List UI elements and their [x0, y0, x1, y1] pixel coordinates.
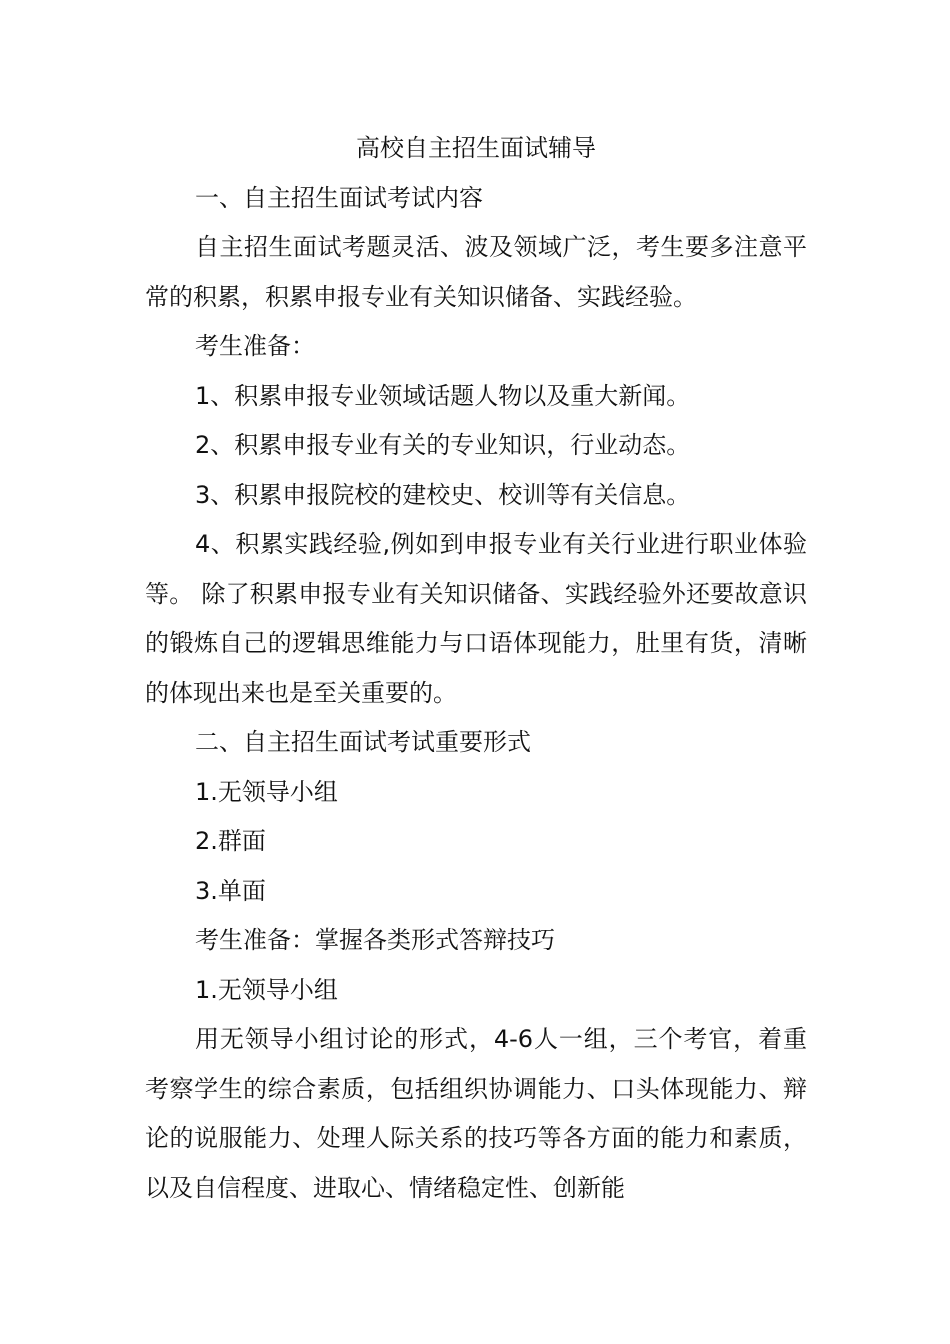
prep-label: 考生准备： — [195, 332, 315, 360]
list-item-4: 4、积累实践经验,例如到申报专业有关行业进行职业体验等。 除了积累申报专业有关知识储备、实践经验外还要故意识的锻炼自己的逻辑思维能力与口语体现能力，肚里有货，清晰的体现出来也是至关重要的。 — [145, 530, 807, 707]
paragraph-group-discussion: 用无领导小组讨论的形式，4-6人一组，三个考官，着重考察学生的综合素质，包括组织协调能力、口头体现能力、辩论的说服能力、处理人际关系的技巧等各方面的能力和素质，以及自信程度、进取心、情绪稳定性、创新能 — [145, 1025, 807, 1202]
list-item-3: 3、积累申报院校的建校史、校训等有关信息。 — [195, 480, 691, 509]
form-item-1: 1.无领导小组 — [195, 777, 338, 806]
prep-label-forms: 考生准备：掌握各类形式答辩技巧 — [195, 926, 555, 954]
paragraph-intro: 自主招生面试考题灵活、波及领域广泛，考生要多注意平常的积累，积累申报专业有关知识储备、实践经验。 — [145, 233, 807, 311]
document-title: 高校自主招生面试辅导 — [356, 134, 596, 162]
document-page — [145, 124, 807, 1213]
form-item-2: 2.群面 — [195, 827, 266, 855]
subsection-heading: 1.无领导小组 — [195, 975, 338, 1004]
list-item-1: 1、积累申报专业领域话题人物以及重大新闻。 — [195, 381, 691, 410]
section-heading-content: 一、自主招生面试考试内容 — [195, 183, 483, 212]
section-heading-forms: 二、自主招生面试考试重要形式 — [195, 728, 531, 756]
form-item-3: 3.单面 — [195, 876, 266, 905]
list-item-2: 2、积累申报专业有关的专业知识，行业动态。 — [195, 431, 691, 459]
